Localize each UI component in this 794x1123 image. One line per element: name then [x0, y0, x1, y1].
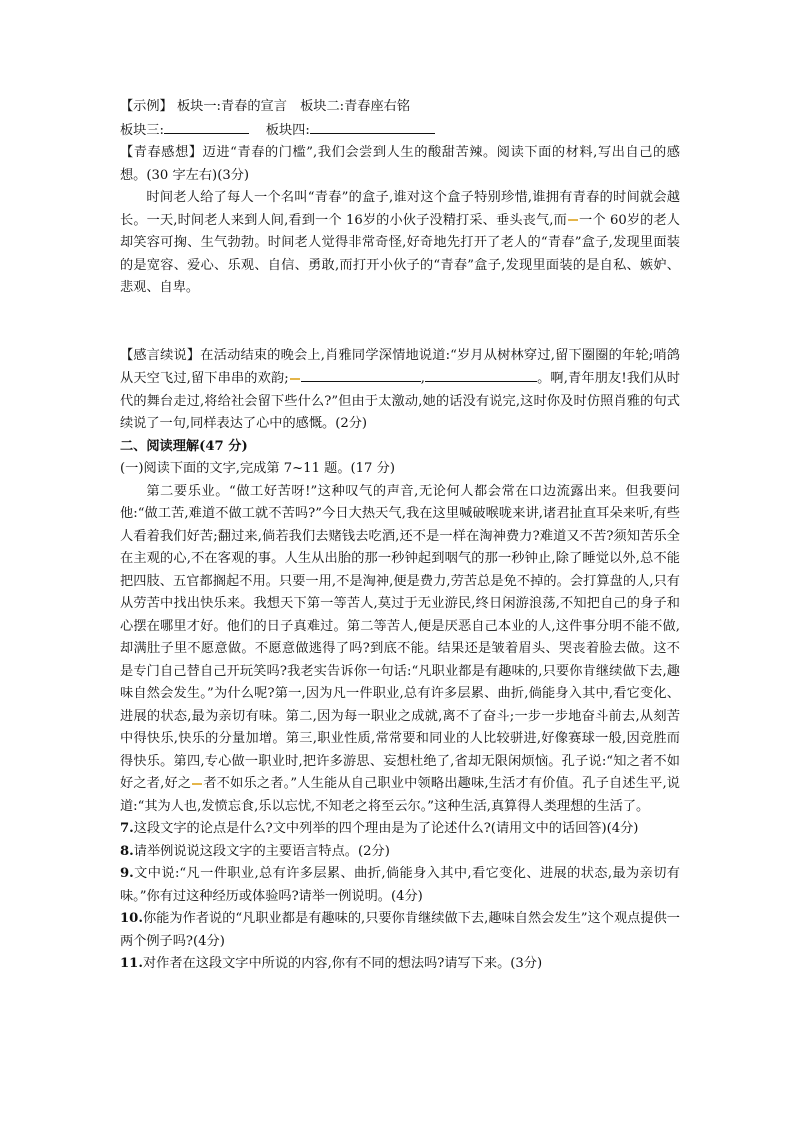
reading-passage — [120, 481, 680, 819]
document-content — [120, 96, 680, 976]
question-11 — [120, 953, 680, 976]
question-number: 9. — [120, 866, 134, 881]
answer-space — [120, 300, 680, 345]
board3-label: 板块三: — [120, 122, 165, 138]
board4-label: 板块四: — [265, 122, 310, 138]
highlight-mark — [192, 783, 202, 785]
story-part-b: 一个 60岁的老人却笑容可掬、生气勃勃。时间老人觉得非常奇怪,好奇地先打开了老人的“青春”盒子,发现里面装的是宽容、爱心、乐观、自信、勇敢,而打开小伙子的“青春”盒子,发现里面装的是自私、嫉妒、悲观、自卑。 — [120, 212, 680, 295]
passage-part-b: 者不如乐之者。”人生能从自己职业中领略出趣味,生活才有价值。孔子自述生平,说道:“其为人也,发愤忘食,乐以忘忧,不知老之将至云尔。”这种生活,真算得人类理想的生活了。 — [120, 776, 680, 814]
subsection-heading: (一)阅读下面的文字,完成第 7~11 题。(17 分) — [120, 461, 395, 476]
question-number: 11. — [120, 956, 143, 971]
question-10 — [120, 908, 680, 953]
ganyan-paragraph — [120, 345, 680, 436]
qingchun-story — [120, 187, 680, 300]
example-line — [120, 96, 680, 119]
question-text: 请举例说说这段文字的主要语言特点。(2分) — [133, 843, 390, 859]
ganyan-comma: , — [420, 371, 425, 386]
question-8 — [120, 841, 680, 864]
story-part-a: 时间老人给了每人一个名叫“青春”的盒子,谁对这个盒子特别珍惜,谁拥有青春的时间就会越长。一天,时间老人来到人间,看到一个 16岁的小伙子没精打采、垂头丧气,而 — [120, 190, 680, 228]
ganyan-part-a: 【感言续说】在活动结束的晚会上,肖雅同学深情地说道:“岁月从树林穿过,留下圈圈的年轮;哨鸽从天空飞过,留下串串的欢韵; — [120, 347, 680, 386]
question-text: 对作者在这段文字中所说的内容,你有不同的想法吗?请写下来。(3分) — [142, 956, 543, 971]
ganyan-blank-2[interactable] — [425, 367, 537, 382]
section-heading: 二、阅读理解(47 分) — [120, 438, 248, 454]
passage-part-a: 第二要乐业。“做工好苦呀!”这种叹气的声音,无论何人都会常在口边流露出来。但我要问他:“做工苦,难道不做工就不苦吗?”今日大热天气,我在这里喊破喉咙来讲,诸君扯直耳朵来听,有些人看着我们好苦;翻过来,倘若我们去赌钱去吃酒,还不是一样在淘神费力?难道又不苦?须知苦乐全在主观的心,不在客观的事。人生从出胎的那一秒钟起到咽气的那一秒钟止,除了睡觉以外,总不能把四肢、五官都搁起不用。只要一用,不是淘神,便是费力,劳苦总是免不掉的。会打算盘的人,只有从劳苦中找出快乐来。我想天下第一等苦人,莫过于无业游民,终日闲游浪荡,不知把自己的身子和心摆在哪里才好。他们的日子真难过。第二等苦人,便是厌恶自己本业的人,这件事分明不能不做,却满肚子里不愿意做。不愿意做逃得了吗?到底不能。结果还是皱着眉头、哭丧着脸去做。这不是专门自己替自己开玩笑吗?我老实告诉你一句话:“凡职业都是有趣味的,只要你肯继续做下去,趣味自然会发生。”为什么呢?第一,因为凡一件职业,总有许多层累、曲折,倘能身入其中,看它变化、进展的状态,最为亲切有味。第二,因为每一职业之成就,离不了奋斗;一步一步地奋斗前去,从刻苦中得快乐,快乐的分量加增。第三,职业性质,常常要和同业的人比较骈进,好像赛球一般,因竞胜而得快乐。第四,专心做一职业时,把许多游思、妄想杜绝了,省却无限闲烦恼。孔子说:“知之者不如好之者,好之 — [120, 483, 680, 791]
board3-blank[interactable] — [164, 119, 249, 134]
board4-blank[interactable] — [310, 119, 435, 134]
question-text: 你能为作者说的“凡职业都是有趣味的,只要你肯继续做下去,趣味自然会发生”这个观点提供一两个例子吗?(4分) — [120, 911, 680, 949]
question-number: 10. — [120, 911, 143, 926]
qingchun-heading: 【青春感想】迈进“青春的门槛”,我们会尝到人生的酸甜苦辣。阅读下面的材料,写出自己的感想。(30 字左右)(3分) — [120, 145, 680, 183]
ganyan-part-b: 。啊,青年朋友!我们从时代的舞台走过,将给社会留下些什么?”但由于太激动,她的话没有说完,这时你及时仿照肖雅的句式续说了一句,同样表达了心中的感慨。(2分) — [120, 371, 680, 431]
highlight-mark — [290, 378, 300, 380]
example-text: 【示例】 板块一:青春的宣言 板块二:青春座右铭 — [120, 99, 411, 114]
question-text: 文中说:“凡一件职业,总有许多层累、曲折,倘能身入其中,看它变化、进展的状态,最为亲切有味。”你有过这种经历或体验吗?请举一例说明。(4分) — [120, 866, 680, 904]
question-number: 7. — [120, 821, 134, 836]
question-text: 这段文字的论点是什么?文中列举的四个理由是为了论述什么?(请用文中的话回答)(4分) — [133, 821, 639, 836]
board-blanks-line — [120, 119, 680, 143]
question-9 — [120, 863, 680, 908]
highlight-mark — [568, 219, 578, 221]
ganyan-blank-1[interactable] — [301, 367, 421, 382]
question-number: 8. — [120, 843, 134, 859]
question-7 — [120, 818, 680, 841]
